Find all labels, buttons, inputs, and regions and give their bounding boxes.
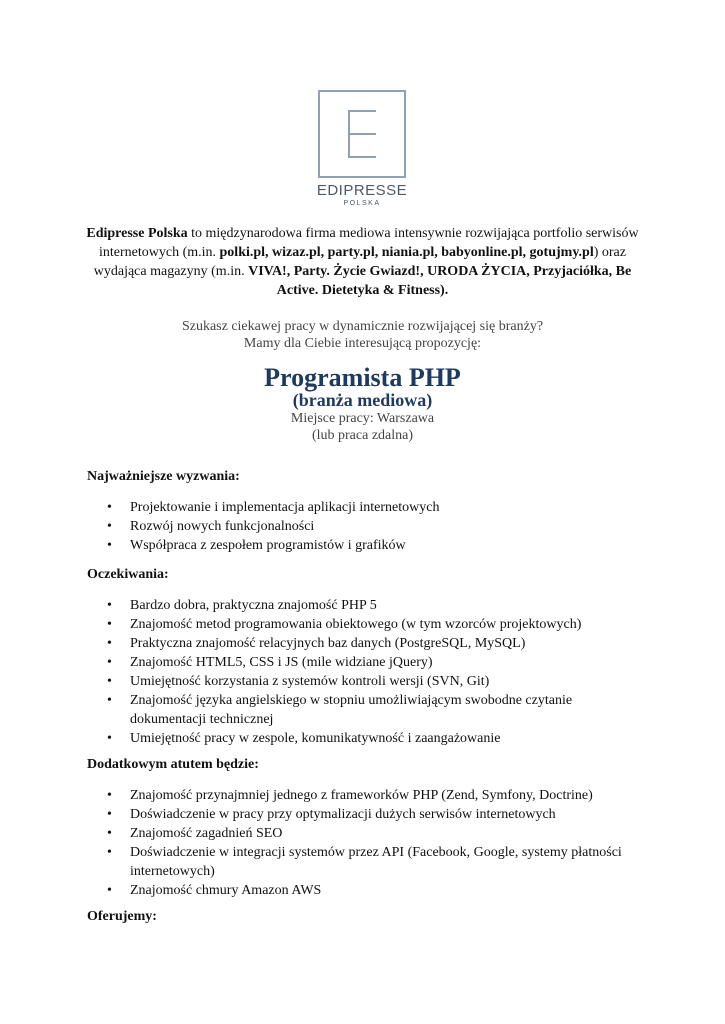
expectations-heading: Oczekiwania: (87, 567, 169, 582)
challenges-list (87, 498, 647, 555)
job-subtitle: (branża mediowa) (292, 390, 433, 410)
list-item: • Doświadczenie w pracy przy optymalizacji dużych serwisów internetowych (87, 805, 647, 824)
list-item: • Umiejętność korzystania z systemów kontroli wersji (SVN, Git) (87, 672, 647, 691)
company-intro (86, 224, 639, 300)
list-item: • Znajomość metod programowania obiektowego (w tym wzorców projektowych) (87, 615, 647, 634)
intro-text-2: ) oraz wydająca magazyny (m.in. (93, 245, 626, 279)
job-location (86, 410, 639, 444)
intro-magazines: VIVA!, Party. Życie Gwiazd!, URODA ŻYCIA, Przyjaciółka, Be Active. Dietetyka & Fitness). (248, 264, 632, 298)
expectations-list (87, 596, 647, 748)
job-title: Programista PHP (264, 363, 461, 392)
bonus-heading: Dodatkowym atutem będzie: (87, 757, 259, 772)
list-item: • Współpraca z zespołem programistów i grafików (87, 536, 647, 555)
logo-e-middle (348, 133, 376, 135)
list-item: • Znajomość HTML5, CSS i JS (mile widziane jQuery) (87, 653, 647, 672)
intro-text-1: to międzynarodowa firma mediowa intensywnie rozwijająca portfolio serwisów internetowych (m.in. (98, 226, 639, 260)
list-item: • Bardzo dobra, praktyczna znajomość PHP 5 (87, 596, 647, 615)
logo-wordmark: EDIPRESSE (316, 182, 408, 199)
logo-e-bottom (348, 156, 376, 158)
logo-e-top (348, 110, 376, 112)
invitation-text (86, 318, 639, 352)
edipresse-logo (318, 90, 406, 210)
location-line: Miejsce pracy: Warszawa (290, 411, 435, 426)
list-item: • Rozwój nowych funkcjonalności (87, 517, 647, 536)
list-item: • Projektowanie i implementacja aplikacji internetowych (87, 498, 647, 517)
list-item: • Umiejętność pracy w zespole, komunikatywność i zaangażowanie (87, 729, 647, 748)
list-item: • Znajomość przynajmniej jednego z frameworków PHP (Zend, Symfony, Doctrine) (87, 786, 647, 805)
invitation-line-1: Szukasz ciekawej pracy w dynamicznie rozwijającej się branży? (181, 319, 544, 334)
list-item: • Znajomość języka angielskiego w stopniu umożliwiającym swobodne czytanie dokumentacji technicznej (87, 691, 647, 729)
invitation-line-2: Mamy dla Ciebie interesującą propozycję: (243, 336, 482, 351)
challenges-heading: Najważniejsze wyzwania: (87, 469, 240, 484)
bonus-list (87, 786, 647, 900)
list-item: • Znajomość zagadnień SEO (87, 824, 647, 843)
logo-subtitle: POLSKA (343, 200, 381, 207)
remote-line: (lub praca zdalna) (311, 428, 414, 443)
company-name: Edipresse Polska (86, 226, 188, 241)
offer-heading: Oferujemy: (87, 909, 157, 924)
list-item: • Praktyczna znajomość relacyjnych baz danych (PostgreSQL, MySQL) (87, 634, 647, 653)
list-item: • Doświadczenie w integracji systemów przez API (Facebook, Google, systemy płatności internetowych) (87, 843, 647, 881)
intro-sites: polki.pl, wizaz.pl, party.pl, niania.pl, babyonline.pl, gotujmy.pl (219, 245, 594, 260)
list-item: • Znajomość chmury Amazon AWS (87, 881, 647, 900)
